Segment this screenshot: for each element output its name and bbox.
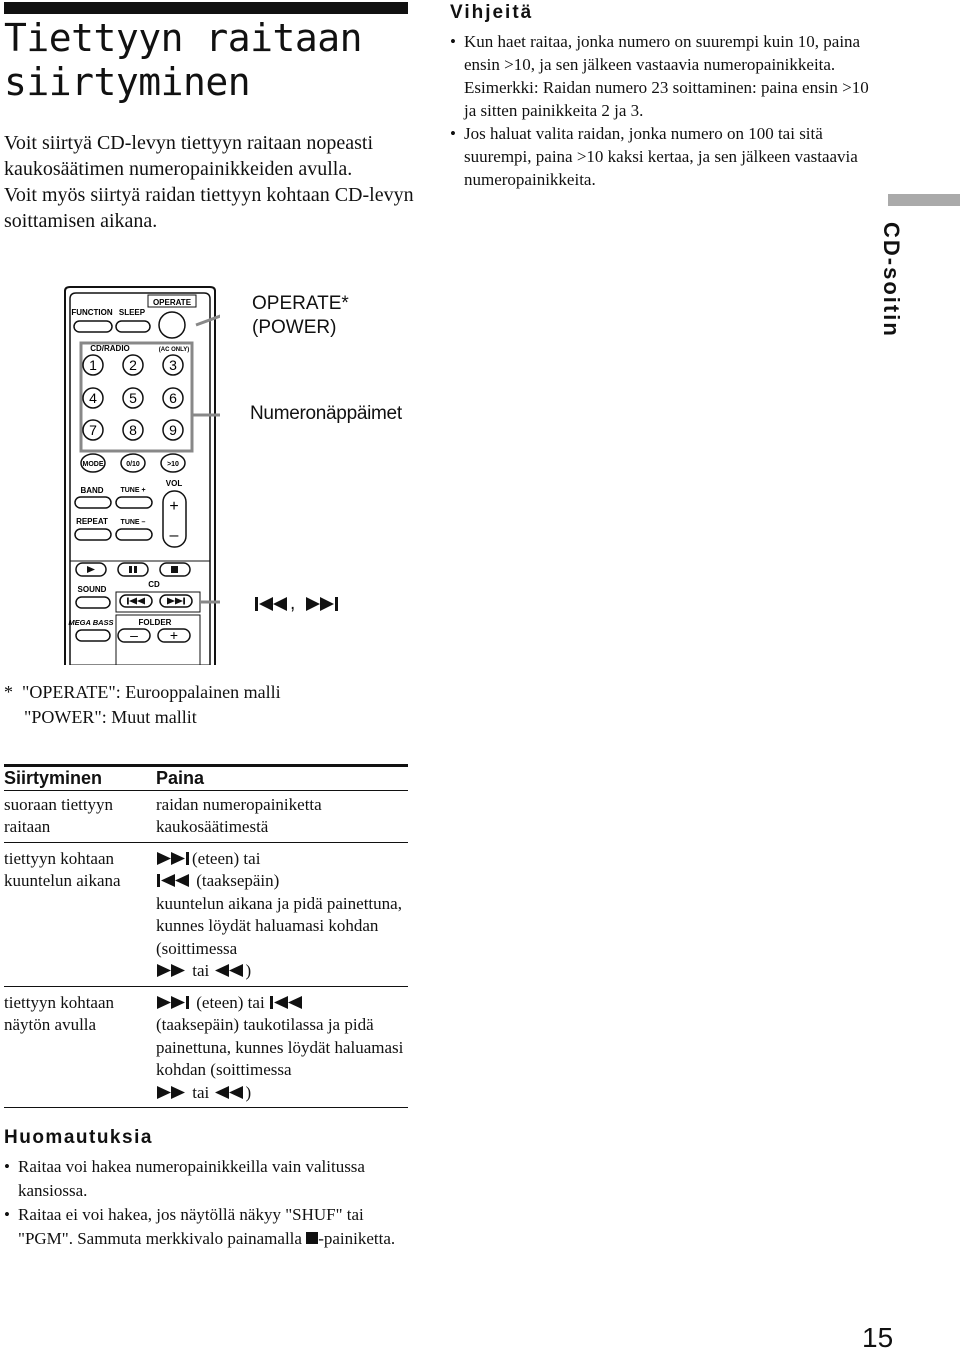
prev-track-icon xyxy=(156,873,192,888)
tips-list xyxy=(450,30,870,191)
intro-paragraph-2: Voit myös siirtyä raidan tiettyyn kohtaan CD-levyn soittamisen aikana. xyxy=(4,184,414,232)
prev-track-icon xyxy=(254,596,288,612)
notes-heading: Huomautuksia xyxy=(4,1127,153,1148)
action-text: ) xyxy=(245,961,252,980)
next-track-icon xyxy=(305,596,341,612)
intro-paragraph-1: Voit siirtyä CD-levyn tiettyyn raitaan nopeasti kaukosäätimen numeropainikkeiden avulla. xyxy=(4,132,374,180)
mega-bass-label: MEGA BASS xyxy=(68,618,114,627)
operate-callout-line2: (POWER) xyxy=(252,317,337,338)
minus-icon: – xyxy=(130,627,138,643)
table-cell-label: tiettyyn kohtaan kuuntelun aikana xyxy=(4,848,121,890)
table-cell-action xyxy=(156,992,408,1105)
plus-icon: + xyxy=(169,627,179,643)
sleep-button[interactable] xyxy=(116,321,150,332)
remote-function-label: FUNCTION xyxy=(71,308,113,317)
volume-minus-icon: – xyxy=(169,527,179,544)
digit-label: 7 xyxy=(89,422,97,438)
action-text: (taaksepäin) taukotilassa ja pidä painettuna, kunnes löydät haluamasi kohdan (soittimessa xyxy=(156,1015,404,1079)
pause-button[interactable] xyxy=(118,563,148,576)
table-cell-label: suoraan tiettyyn raitaan xyxy=(4,794,114,836)
tip-item-1: • Kun haet raitaa, jonka numero on suurempi kuin 10, paina ensin >10, ja sen jälkeen vastaavia numeropainikkeita. xyxy=(450,30,870,76)
table-header-col1: Siirtyminen xyxy=(4,768,103,788)
mode-label: MODE xyxy=(82,461,104,468)
digit-label: 9 xyxy=(169,422,177,438)
operate-callout-line1: OPERATE* xyxy=(252,293,349,314)
vol-label: VOL xyxy=(165,479,183,488)
digit-buttons xyxy=(83,355,183,440)
tune-minus-button[interactable] xyxy=(116,529,152,540)
action-text: tai xyxy=(188,961,214,980)
remote-control-illustration xyxy=(60,285,220,665)
page-title: Tiettyyn raitaan siirtyminen xyxy=(4,16,363,104)
action-text: (eteen) tai xyxy=(192,992,269,1012)
notes-list xyxy=(4,1155,404,1251)
side-tab-bar xyxy=(888,194,960,206)
mega-bass-button[interactable] xyxy=(76,630,110,641)
tip-item-2: • Jos haluat valita raidan, jonka numero on 100 tai sitä suurempi, paina >10 kaksi kertaa, ja sen jälkeen vastaavia numeropainikkeita. xyxy=(450,122,870,191)
prev-track-icon xyxy=(269,995,305,1010)
digit-label: 3 xyxy=(169,357,177,373)
table-header-col2: Paina xyxy=(156,768,205,788)
volume-plus-icon: + xyxy=(169,498,179,515)
tips-heading: Vihjeitä xyxy=(450,2,534,23)
footnote-line-2: "POWER": Muut mallit xyxy=(24,707,197,727)
skip-callout-comma: , xyxy=(290,593,296,614)
folder-label: FOLDER xyxy=(138,618,172,627)
table-row xyxy=(4,843,408,987)
function-button[interactable] xyxy=(74,321,112,332)
title-rule xyxy=(4,2,408,14)
footnote xyxy=(4,680,281,730)
remote-operate-label: OPERATE xyxy=(152,298,192,307)
side-tab xyxy=(872,222,912,342)
remote-aconly-label: (AC ONLY) xyxy=(158,347,190,353)
remote-cdradio-label: CD/RADIO xyxy=(90,344,130,353)
digit-label: 6 xyxy=(169,390,177,406)
page-number: 15 xyxy=(862,1322,894,1353)
digit-label: 8 xyxy=(129,422,137,438)
gt10-label: >10 xyxy=(167,461,179,468)
table-cell-label: tiettyyn kohtaan näytön avulla xyxy=(4,992,115,1034)
stop-icon xyxy=(171,566,178,573)
band-label: BAND xyxy=(80,486,104,495)
table-cell-action: raidan numeropainiketta kaukosäätimestä xyxy=(156,794,322,836)
note-item-2 xyxy=(4,1203,404,1251)
pause-icon xyxy=(129,566,132,573)
tip-example: Esimerkki: Raidan numero 23 soittaminen: paina ensin >10 ja sitten painikkeita 2 ja 3. xyxy=(464,78,869,120)
rewind-icon xyxy=(214,1085,246,1100)
note-text: Raitaa ei voi hakea, jos näytöllä näkyy "SHUF" tai "PGM". Sammuta merkkivalo painamalla xyxy=(18,1205,364,1248)
remote-sleep-label: SLEEP xyxy=(118,308,146,317)
operate-callout xyxy=(252,292,349,340)
next-track-icon xyxy=(156,995,192,1010)
skip-callout xyxy=(254,592,341,616)
cd-label: CD xyxy=(148,580,160,589)
digit-label: 1 xyxy=(89,357,97,373)
tune-plus-button[interactable] xyxy=(116,497,152,508)
tune-plus-label: TUNE + xyxy=(120,487,146,494)
note-text: -painiketta. xyxy=(318,1229,396,1248)
sound-button[interactable] xyxy=(76,597,110,608)
table-cell-action xyxy=(156,848,408,983)
action-text: kuuntelun aikana ja pidä painettuna, kunnes löydät haluamasi kohdan (soittimessa xyxy=(156,893,402,958)
operate-power-button[interactable] xyxy=(159,312,185,338)
table-row xyxy=(4,987,408,1109)
action-text: ) xyxy=(245,1082,252,1102)
navigation-table xyxy=(4,764,408,1108)
stop-icon xyxy=(306,1232,318,1244)
sound-label: SOUND xyxy=(77,585,107,594)
number-keys-callout: Numeronäppäimet xyxy=(250,403,402,424)
band-button[interactable] xyxy=(75,497,111,508)
action-text: tai xyxy=(188,1082,214,1102)
table-row xyxy=(4,791,408,843)
digit-label: 2 xyxy=(129,357,137,373)
fast-forward-icon xyxy=(156,1085,188,1100)
zero-ten-label: 0/10 xyxy=(126,461,140,468)
action-text: (taaksepäin) xyxy=(192,871,280,890)
digit-label: 4 xyxy=(89,390,97,406)
fast-forward-icon xyxy=(156,963,188,978)
repeat-label: REPEAT xyxy=(76,517,108,526)
intro-text xyxy=(4,130,414,234)
action-text: (eteen) tai xyxy=(192,848,261,868)
next-track-icon xyxy=(156,851,192,866)
side-tab-label: CD-soitin xyxy=(879,222,904,338)
footnote-line-1: * "OPERATE": Eurooppalainen malli xyxy=(4,682,281,702)
repeat-button[interactable] xyxy=(75,529,111,540)
table-header-row xyxy=(4,767,408,791)
note-item-1: • Raitaa voi hakea numeropainikkeilla vain valitussa kansiossa. xyxy=(4,1155,404,1203)
rewind-icon xyxy=(214,963,246,978)
operate-leader xyxy=(196,305,220,325)
tune-minus-label: TUNE – xyxy=(120,519,146,526)
digit-label: 5 xyxy=(129,390,137,406)
